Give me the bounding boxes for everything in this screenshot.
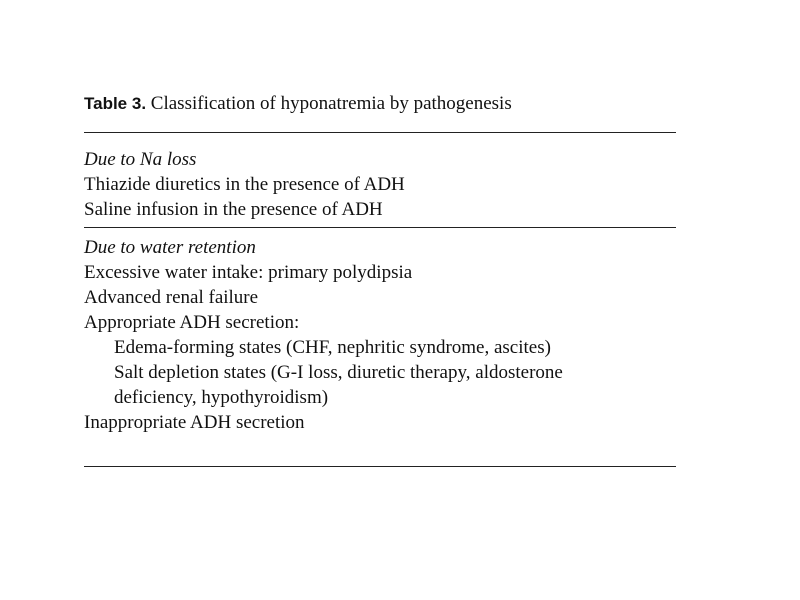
table-row: Excessive water intake: primary polydipsia xyxy=(84,262,413,283)
table-container xyxy=(84,91,676,467)
table-caption-text: Classification of hyponatremia by pathogenesis xyxy=(150,93,512,114)
table-row: Thiazide diuretics in the presence of ADH xyxy=(84,174,405,195)
table-row: Advanced renal failure xyxy=(84,287,259,308)
table-caption xyxy=(84,91,676,117)
table-sub-row: Edema-forming states (CHF, nephritic syndrome, ascites) xyxy=(114,337,551,358)
table-caption-label: Table 3. xyxy=(84,94,147,113)
section-water-retention xyxy=(84,228,676,435)
table-row: Inappropriate ADH secretion xyxy=(84,412,305,433)
section-heading-water-retention: Due to water retention xyxy=(84,237,256,258)
table-row: Saline infusion in the presence of ADH xyxy=(84,199,383,220)
section-na-loss xyxy=(84,133,676,222)
section-heading-na-loss: Due to Na loss xyxy=(84,149,197,170)
table-sub-row: Salt depletion states (G-I loss, diuretic therapy, aldosterone deficiency, hypothyroidism) xyxy=(114,362,563,408)
table-row: Appropriate ADH secretion: xyxy=(84,312,300,333)
table-bottom-rule xyxy=(84,466,676,467)
